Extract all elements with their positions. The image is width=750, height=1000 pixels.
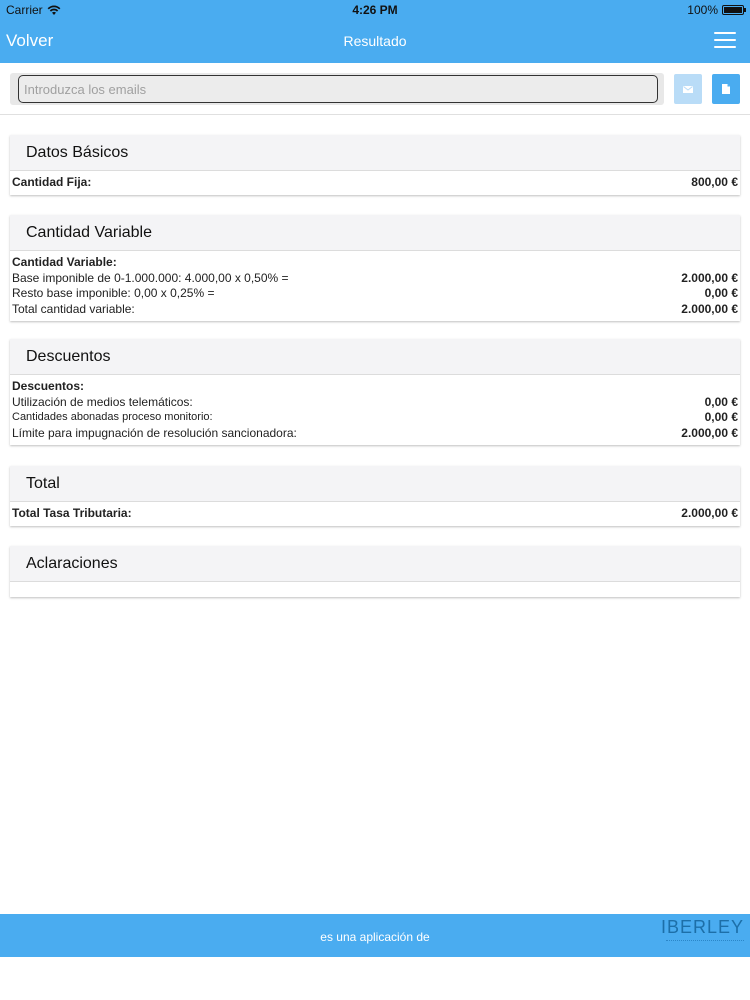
send-email-button[interactable]: [674, 74, 702, 104]
row-value: 2.000,00 €: [681, 425, 738, 440]
logo-underline: [666, 940, 744, 944]
document-icon: [722, 84, 730, 94]
section-subtitle: Descuentos:: [12, 379, 85, 393]
result-row: [12, 506, 738, 522]
back-button[interactable]: Volver: [6, 31, 54, 50]
footer-bar: [0, 914, 750, 957]
row-label: Total cantidad variable:: [12, 301, 135, 316]
section-title: Datos Básicos: [10, 135, 740, 171]
result-row: [12, 395, 738, 411]
row-value: 0,00 €: [704, 394, 738, 409]
section-total: [10, 466, 740, 526]
row-value: 800,00 €: [691, 175, 738, 189]
section-cantidad-variable: [10, 215, 740, 321]
section-title: Cantidad Variable: [10, 215, 740, 251]
document-button[interactable]: [712, 74, 740, 104]
row-value: 2.000,00 €: [681, 270, 738, 285]
result-row: [12, 271, 738, 287]
section-subtitle: Cantidad Variable:: [12, 255, 117, 269]
footer-text: es una aplicación de: [320, 930, 430, 944]
section-title: Descuentos: [10, 339, 740, 375]
result-row: [12, 302, 738, 318]
email-input[interactable]: [18, 75, 658, 103]
email-toolbar: [0, 63, 750, 115]
section-descuentos: [10, 339, 740, 445]
row-label: Resto base imponible: 0,00 x 0,25% =: [12, 286, 215, 300]
section-aclaraciones: [10, 546, 740, 597]
clock: 4:26 PM: [352, 3, 398, 17]
navigation-bar: [0, 20, 750, 63]
row-label: Cantidad Fija:: [12, 175, 92, 189]
email-input-container: [10, 73, 664, 105]
result-row: [12, 426, 738, 442]
carrier-label: Carrier: [6, 3, 43, 17]
section-body: [10, 582, 740, 597]
battery-indicator: [687, 3, 744, 17]
hamburger-icon[interactable]: [714, 32, 736, 50]
row-label: Base imponible de 0-1.000.000: 4.000,00 x 0,50% =: [12, 270, 289, 285]
row-label: Total Tasa Tributaria:: [12, 506, 132, 520]
battery-icon: [722, 5, 744, 15]
status-bar: [0, 0, 750, 20]
section-title: Aclaraciones: [10, 546, 740, 582]
row-label: Cantidades abonadas proceso monitorio:: [12, 411, 213, 423]
result-row: [12, 286, 738, 302]
row-label: Utilización de medios telemáticos:: [12, 394, 193, 409]
row-value: 0,00 €: [704, 410, 738, 424]
section-title: Total: [10, 466, 740, 502]
row-value: 2.000,00 €: [681, 506, 738, 520]
row-value: 2.000,00 €: [681, 301, 738, 316]
page-title: Resultado: [343, 33, 407, 49]
envelope-icon: [683, 86, 693, 93]
row-label: Límite para impugnación de resolución sancionadora:: [12, 425, 297, 440]
result-row: [12, 175, 738, 191]
row-value: 0,00 €: [704, 286, 738, 300]
iberley-logo[interactable]: IBERLEY: [660, 917, 744, 937]
result-row: [12, 410, 738, 426]
section-datos-basicos: [10, 135, 740, 195]
battery-percent: 100%: [687, 3, 718, 17]
